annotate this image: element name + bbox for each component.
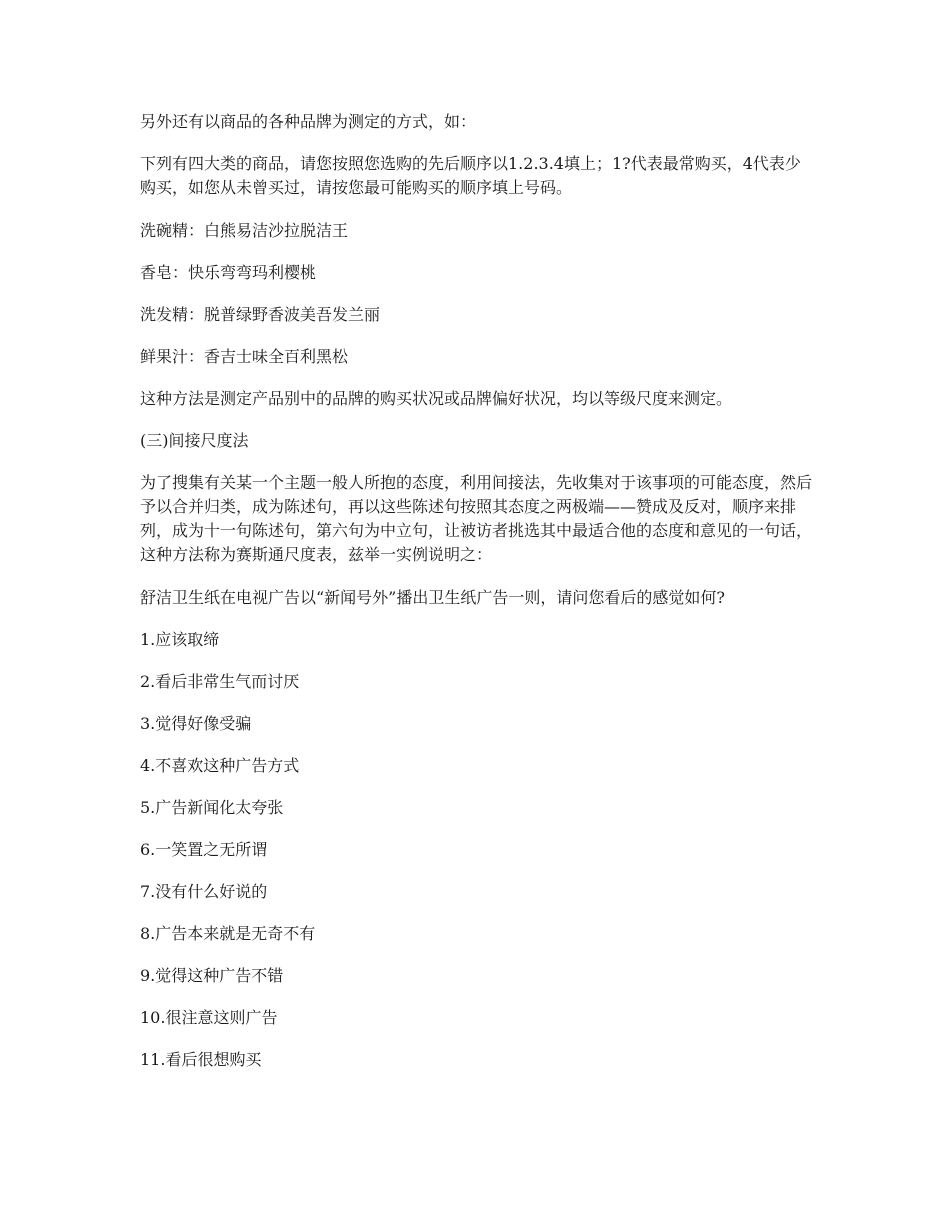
document-body — [140, 110, 812, 1090]
list-item: 4.不喜欢这种广告方式 — [140, 756, 300, 775]
paragraph-juice-brands: 鲜果汁：香吉士味全百利黑松 — [140, 347, 349, 366]
paragraph-question: 舒洁卫生纸在电视广告以“新闻号外”播出卫生纸广告一则，请问您看后的感觉如何? — [140, 588, 725, 607]
paragraph-intro: 另外还有以商品的各种品牌为测定的方式，如： — [140, 112, 477, 131]
response-list — [140, 628, 812, 1071]
list-item: 7.没有什么好说的 — [140, 882, 268, 901]
list-item: 2.看后非常生气而讨厌 — [140, 672, 300, 691]
section-heading: (三)间接尺度法 — [140, 431, 249, 450]
paragraph-shampoo-brands: 洗发精：脱普绿野香波美吾发兰丽 — [140, 305, 381, 324]
list-item: 8.广告本来就是无奇不有 — [140, 924, 316, 943]
list-item: 10.很注意这则广告 — [140, 1008, 278, 1027]
list-item: 3.觉得好像受骗 — [140, 714, 252, 733]
list-item: 5.广告新闻化太夸张 — [140, 798, 284, 817]
list-item: 11.看后很想购买 — [140, 1050, 262, 1069]
paragraph-indirect-scale: 为了搜集有关某一个主题一般人所抱的态度，利用间接法，先收集对于该事项的可能态度，然后予以合并归类，成为陈述句，再以这些陈述句按照其态度之两极端——赞成及反对，顺序来排列，成为十一句陈述句，第六句为中立句，让被访者挑选其中最适合他的态度和意见的一句话，这种方法称为赛斯通尺度表，兹举一实例说明之： — [140, 473, 813, 564]
paragraph-dishwashing-brands: 洗碗精：白熊易洁沙拉脱洁王 — [140, 221, 349, 240]
paragraph-method-summary: 这种方法是测定产品别中的品牌的购买状况或品牌偏好状况，均以等级尺度来测定。 — [140, 389, 733, 408]
paragraph-instructions: 下列有四大类的商品，请您按照您选购的先后顺序以1.2.3.4填上；1?代表最常购买，4代表少购买，如您从未曾买过，请按您最可能购买的顺序填上号码。 — [140, 154, 801, 197]
list-item: 9.觉得这种广告不错 — [140, 966, 284, 985]
paragraph-soap-brands: 香皂：快乐弯弯玛利樱桃 — [140, 263, 317, 282]
list-item: 6.一笑置之无所谓 — [140, 840, 268, 859]
list-item: 1.应该取缔 — [140, 630, 220, 649]
